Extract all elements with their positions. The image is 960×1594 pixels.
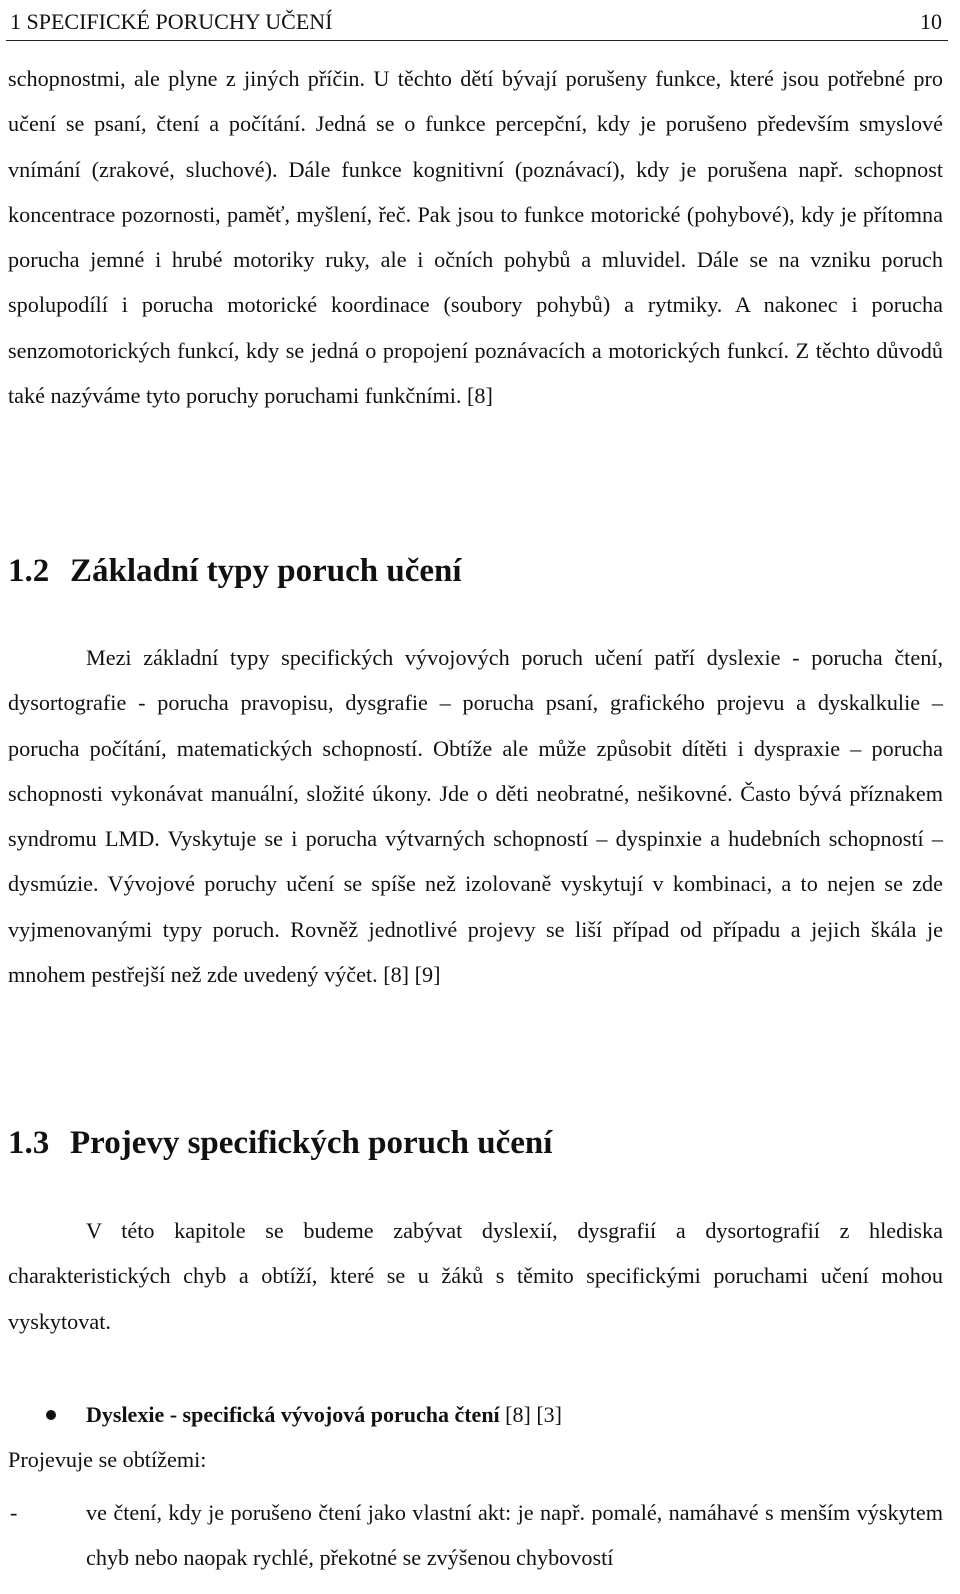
section-heading-1-2: [8, 551, 462, 591]
chapter-title: 1 SPECIFICKÉ PORUCHY UČENÍ: [10, 9, 333, 34]
paragraph-basic-types: Mezi základní typy specifických vývojových poruch učení patří dyslexie - porucha čtení, dysortografie - porucha pravopisu, dysgrafie – porucha psaní, grafického projevu a dyskalkulie – porucha počítání, matematických schopností. Obtíže ale může způsobit dítěti i dyspraxie – porucha schopnosti vykonávat manuální, složité úkony. Jde o děti neobratné, nešikovné. Často bývá příznakem syndromu LMD. Vyskytuje se i porucha výtvarných schopností – dyspinxie a hudebních schopností – dysmúzie. Vývojové poruchy učení se spíše než izolovaně vyskytují v kombinaci, a to nejen se zde vyjmenovanými typy poruch. Rovněž jednotlivé projevy se liší případ od případu a jejich škála je mnohem pestřejší než zde uvedený výčet. [8] [9]: [8, 645, 943, 988]
page-header: [6, 4, 948, 41]
bullet-refs: [8] [3]: [499, 1402, 562, 1427]
section-title: Projevy specifických poruch učení: [70, 1125, 553, 1161]
dash-marker: -: [10, 1500, 18, 1525]
paragraph-manifestations: V této kapitole se budeme zabývat dyslexií, dysgrafií a dysortografií z hlediska charakteristických chyb a obtíží, které se u žáků s těmito specifickými poruchami učení mohou vyskytovat.: [8, 1218, 943, 1334]
intro-line: Projevuje se obtížemi:: [8, 1447, 207, 1472]
section-heading-1-3: [8, 1123, 552, 1163]
bullet-bold-text: Dyslexie - specifická vývojová porucha čtení: [86, 1402, 500, 1427]
section-title: Základní typy poruch učení: [70, 553, 462, 589]
page-number: 10: [920, 9, 942, 34]
bullet-icon: [46, 1410, 56, 1420]
paragraph-intro: schopnostmi, ale plyne z jiných příčin. U těchto dětí bývají porušeny funkce, které jsou potřebné pro učení se psaní, čtení a počítání. Jedná se o funkce percepční, kdy je porušeno především smyslové vnímání (zrakové, sluchové). Dále funkce kognitivní (poznávací), kdy je porušena např. schopnost koncentrace pozornosti, paměť, myšlení, řeč. Pak jsou to funkce motorické (pohybové), kdy je přítomna porucha jemné i hrubé motoriky ruky, ale i očních pohybů a mluvidel. Dále se na vzniku poruch spolupodílí i porucha motorické koordinace (soubory pohybů) a rytmiky. A nakonec i porucha senzomotorických funkcí, kdy se jedná o propojení poznávacích a motorických funkcí. Z těchto důvodů také nazýváme tyto poruchy poruchami funkčními. [8]: [8, 66, 943, 409]
bullet-text: [86, 1400, 562, 1430]
dash-item-text: ve čtení, kdy je porušeno čtení jako vlastní akt: je např. pomalé, namáhavé s menším výskytem chyb nebo naopak rychlé, překotné se zvýšenou chybovostí: [86, 1500, 943, 1571]
section-number: 1.2: [8, 553, 50, 589]
section-number: 1.3: [8, 1125, 50, 1161]
